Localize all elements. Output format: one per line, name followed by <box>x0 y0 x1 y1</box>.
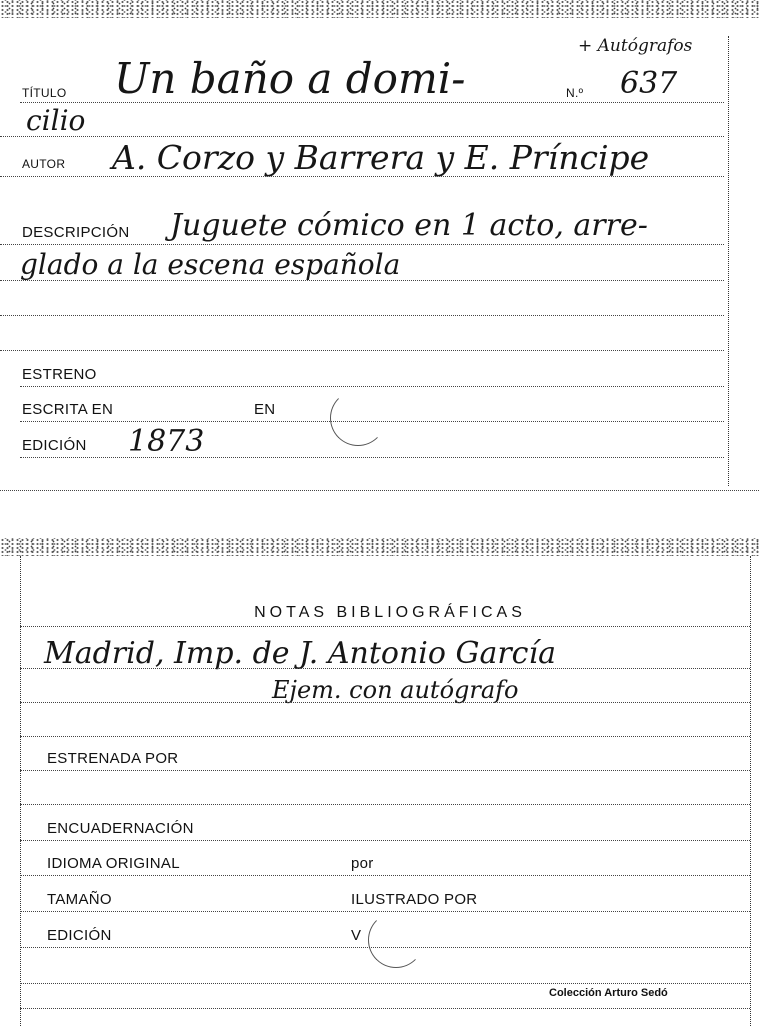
descripcion-value-line1: Juguete cómico en 1 acto, arre- <box>170 208 648 243</box>
autor-label: AUTOR <box>22 157 66 171</box>
card-bottom-edge <box>0 490 759 491</box>
tamano-label: TAMAÑO <box>47 891 112 908</box>
edicion-label: EDICIÓN <box>22 437 87 454</box>
card-scan-noise-top <box>0 0 759 18</box>
encuadernacion-label: ENCUADERNACIÓN <box>47 820 194 837</box>
estrenada-por-label: ESTRENADA POR <box>47 750 179 767</box>
notas-value-line2: Ejem. con autógrafo <box>272 676 519 704</box>
estreno-label: ESTRENO <box>22 366 97 383</box>
embossed-seal <box>330 390 386 446</box>
descripcion-value-line2: glado a la escena española <box>20 248 401 281</box>
autor-value: A. Corzo y Barrera y E. Príncipe <box>112 138 650 177</box>
titulo-value-line1: Un baño a domi- <box>114 54 466 103</box>
numero-value: 637 <box>620 66 678 101</box>
ilustrado-por-label: ILUSTRADO POR <box>351 891 478 908</box>
notas-value-line1: Madrid, Imp. de J. Antonio García <box>44 636 556 671</box>
card-right-edge <box>750 556 751 1026</box>
card-right-edge <box>728 36 729 486</box>
card-scan-noise-top <box>0 538 759 556</box>
catalog-card-notes <box>0 538 759 1028</box>
escrita-en-label: ESCRITA EN <box>22 401 114 418</box>
edicion-label: EDICIÓN <box>47 927 112 944</box>
por-label: por <box>351 855 374 872</box>
numero-label: N.º <box>566 86 584 100</box>
collection-credit: Colección Arturo Sedó <box>549 987 668 999</box>
idioma-original-label: IDIOMA ORIGINAL <box>47 855 180 872</box>
titulo-value-line2: cilio <box>26 104 86 137</box>
v-label: V <box>351 927 362 944</box>
autografos-annotation: + Autógrafos <box>578 36 693 56</box>
en-label: EN <box>254 401 276 418</box>
notas-bibliograficas-heading: NOTAS BIBLIOGRÁFICAS <box>254 604 526 621</box>
edicion-value: 1873 <box>128 424 205 459</box>
embossed-seal <box>368 912 424 968</box>
descripcion-label: DESCRIPCIÓN <box>22 224 130 241</box>
titulo-label: TÍTULO <box>22 86 67 100</box>
catalog-card-title <box>0 0 759 496</box>
